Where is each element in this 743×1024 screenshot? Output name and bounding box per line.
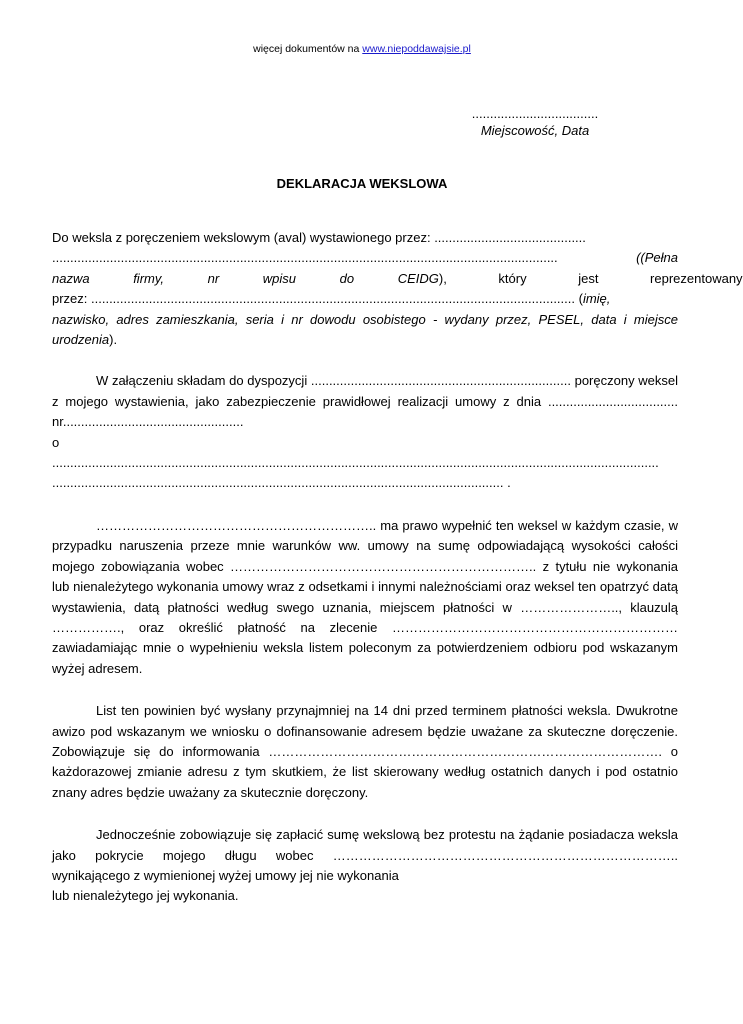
place-date-label: Miejscowość, Data [480, 123, 590, 138]
paragraph-letter: List ten powinien być wysłany przynajmniej na 14 dni przed terminem płatności weksla. Dwukrotne awizo pod wskazanym we wniosku o dofinansowanie adresem będzie uważane za skuteczne doręczenie. Zobowiązuje się do informowania ………………………………………………………………………………. o każdorazowej zmianie adresu z tym skutkiem, że list skierowany według ostatnich danych i pod ostatnio znany adres będzie uważany za skutecznie doręczony. [52, 703, 678, 800]
document-title: DEKLARACJA WEKSLOWA [276, 176, 448, 191]
paragraph-aval [52, 228, 743, 350]
paragraph-attachment [52, 371, 678, 493]
website-link[interactable]: www.niepoddawajsie.pl [362, 43, 471, 55]
p1-line2-dots: ............................................................................................................................................ [52, 250, 558, 266]
p5-last-line: lub nienależytego jej wykonania. [52, 888, 239, 904]
place-date-block [440, 105, 630, 139]
page-header [0, 43, 724, 55]
p1-line3-rest: ), który jest reprezentowany [438, 270, 743, 286]
p1-line3-italic: nazwa firmy, nr wpisu do CEIDG [52, 270, 439, 286]
p2-line-o: o [52, 434, 60, 450]
header-prefix: więcej dokumentów na [253, 43, 363, 55]
p2-dots-line2: ............................................................................................................................. . [52, 475, 511, 491]
p1-line2 [52, 248, 678, 268]
paragraph-fill-rights: ……………………………………………………….. ma prawo wypełnić ten weksel w każdym czasie, w przypadku naruszenia przeze mnie warunków ww. umowy na sumę odpowiadającą wysokości całości mojego zobowiązania wobec …………………………………………………………….. z tytułu nie wykonania lub nienależytego wykonania umowy wraz z odsetkami i innymi należnościami oraz weksel ten opatrzyć datą wystawienia, datą płatności według swego uznania, miejscem płatności w ………………….., klauzulą ……………., oraz określić płatność na zlecenie ………………………………………………………… zawiadamiając mnie o wypełnieniu weksla listem poleconym za potwierdzeniem odbioru pod wskazanym wyżej adresem. [52, 517, 678, 676]
p1-line3 [52, 269, 743, 289]
p1-line2-label: ((Pełna [636, 250, 678, 266]
p1-line4: przez: ...................................................................................................................................... (imię, [52, 291, 611, 307]
paragraph-payment: Jednocześnie zobowiązuje się zapłacić sumę wekslową bez protestu na żądanie posiadacza weksla jako pokrycie mojego długu wobec …………………………………………………………………….. wynikającego z wymienionej wyżej umowy jej nie wykonania [52, 827, 678, 883]
p1-line5: nazwisko, adres zamieszkania, seria i nr dowodu osobistego - wydany przez, PESEL, data i miejsce [52, 311, 678, 327]
place-date-dots: ................................... [471, 106, 599, 121]
p1-line6: urodzenia). [52, 332, 118, 348]
document-body [52, 228, 743, 907]
p2-text: W załączeniu składam do dyspozycji ........................................................................ poręczony weksel z mojego wystawienia, jako zabezpieczenie prawidłowej realizacji umowy z dnia .................................... nr.................................................. [52, 373, 678, 430]
p1-line1: Do weksla z poręczeniem wekslowym (aval) wystawionego przez: .......................................... [52, 230, 586, 245]
p2-dots-line1: ........................................................................................................................................................................ [52, 455, 659, 471]
